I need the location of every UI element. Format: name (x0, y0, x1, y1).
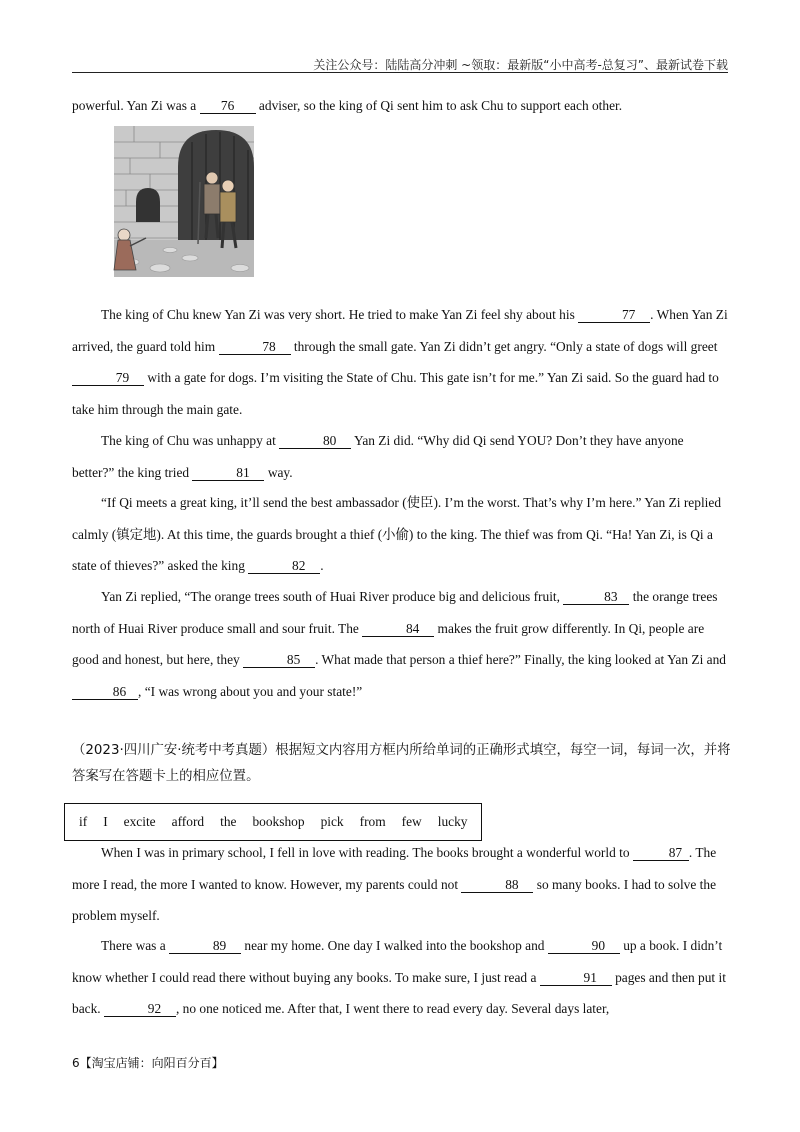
passage1-line-76: powerful. Yan Zi was a 76 adviser, so the king of Qi sent him to ask Chu to support each other. (72, 98, 623, 113)
blank-86[interactable]: 86 (72, 684, 138, 700)
word-bank-item: few (401, 814, 422, 829)
blank-83[interactable]: 83 (563, 589, 629, 605)
blank-87[interactable]: 87 (633, 845, 689, 861)
header-divider (72, 72, 728, 73)
word-bank-item: afford (171, 814, 205, 829)
word-bank-item: lucky (437, 814, 468, 829)
word-bank-item: the (220, 814, 237, 829)
blank-77[interactable]: 77 (578, 307, 650, 323)
passage2-paragraph-1: When I was in primary school, I fell in love with reading. The books brought a wonderful world to 87 . The more I read, the more I wanted to know. However, my parents could not 88 so many books. I had to solve the problem myself. (72, 845, 717, 924)
word-bank-box (64, 803, 482, 841)
word-bank-item: bookshop (252, 814, 305, 829)
page-footer: 6【淘宝店铺：向阳百分百】 (72, 1056, 224, 1070)
passage1-paragraph-4: Yan Zi replied, “The orange trees south of Huai River produce big and delicious fruit, 83 the orange trees north of Huai River produce small and sour fruit. The 84 makes the fruit grow differently. In Qi, people are good and honest, but here, they 85 . What made that person a thief here?” Finally, the king looked at Yan Zi and 86 , “I was wrong about you and your state!” (72, 589, 726, 699)
passage1-paragraph-3: “If Qi meets a great king, it’ll send the best ambassador (使臣). I’m the worst. That’s why I’m here.” Yan Zi replied calmly (镇定地). At this time, the guards brought a thief (小偷) to the king. The thief was from Qi. “Ha! Yan Zi, is Qi a state of thieves?” asked the king 82 . (72, 495, 722, 574)
page-header: 关注公众号：陆陆高分冲刺 ~领取：最新版“小中高考-总复习”、最新试卷下载 (313, 58, 728, 72)
word-bank-item: I (103, 814, 108, 829)
blank-84[interactable]: 84 (362, 621, 434, 637)
word-bank-item: from (359, 814, 386, 829)
blank-85[interactable]: 85 (243, 652, 315, 668)
blank-80[interactable]: 80 (279, 433, 351, 449)
blank-92[interactable]: 92 (104, 1001, 176, 1017)
word-bank-item: pick (320, 814, 344, 829)
blank-79[interactable]: 79 (72, 370, 144, 386)
blank-89[interactable]: 89 (169, 938, 241, 954)
blank-88[interactable]: 88 (461, 877, 533, 893)
passage1-paragraph-2: The king of Chu was unhappy at 80 Yan Zi did. “Why did Qi send YOU? Don’t they have anyone better?” the king tried 81 way. (72, 433, 684, 480)
passage2-paragraph-2: There was a 89 near my home. One day I walked into the bookshop and 90 up a book. I didn’t know whether I could read there without buying any books. To make sure, I just read a 91 pages and then put it back. 92 , no one noticed me. After that, I went there to read every day. Several days later, (72, 938, 726, 1017)
word-bank-item: if (79, 814, 88, 829)
exercise-instruction: （2023·四川广安·统考中考真题）根据短文内容用方框内所给单词的正确形式填空，每空一词，每词一次，并将答案写在答题卡上的相应位置。 (72, 743, 731, 784)
blank-78[interactable]: 78 (219, 339, 291, 355)
blank-82[interactable]: 82 (248, 558, 320, 574)
blank-91[interactable]: 91 (540, 970, 612, 986)
blank-81[interactable]: 81 (192, 465, 264, 481)
blank-90[interactable]: 90 (548, 938, 620, 954)
word-bank-item: excite (123, 814, 156, 829)
passage1-paragraph-1: The king of Chu knew Yan Zi was very short. He tried to make Yan Zi feel shy about his 77 . When Yan Zi arrived, the guard told him 78 through the small gate. Yan Zi didn’t get angry. “Only a state of dogs will greet 79 with a gate for dogs. I’m visiting the State of Chu. This gate isn’t for me.” Yan Zi said. So the guard had to take him through the main gate. (72, 307, 728, 417)
yan-zi-gate-illustration (100, 122, 254, 277)
blank-76[interactable]: 76 (200, 98, 256, 114)
